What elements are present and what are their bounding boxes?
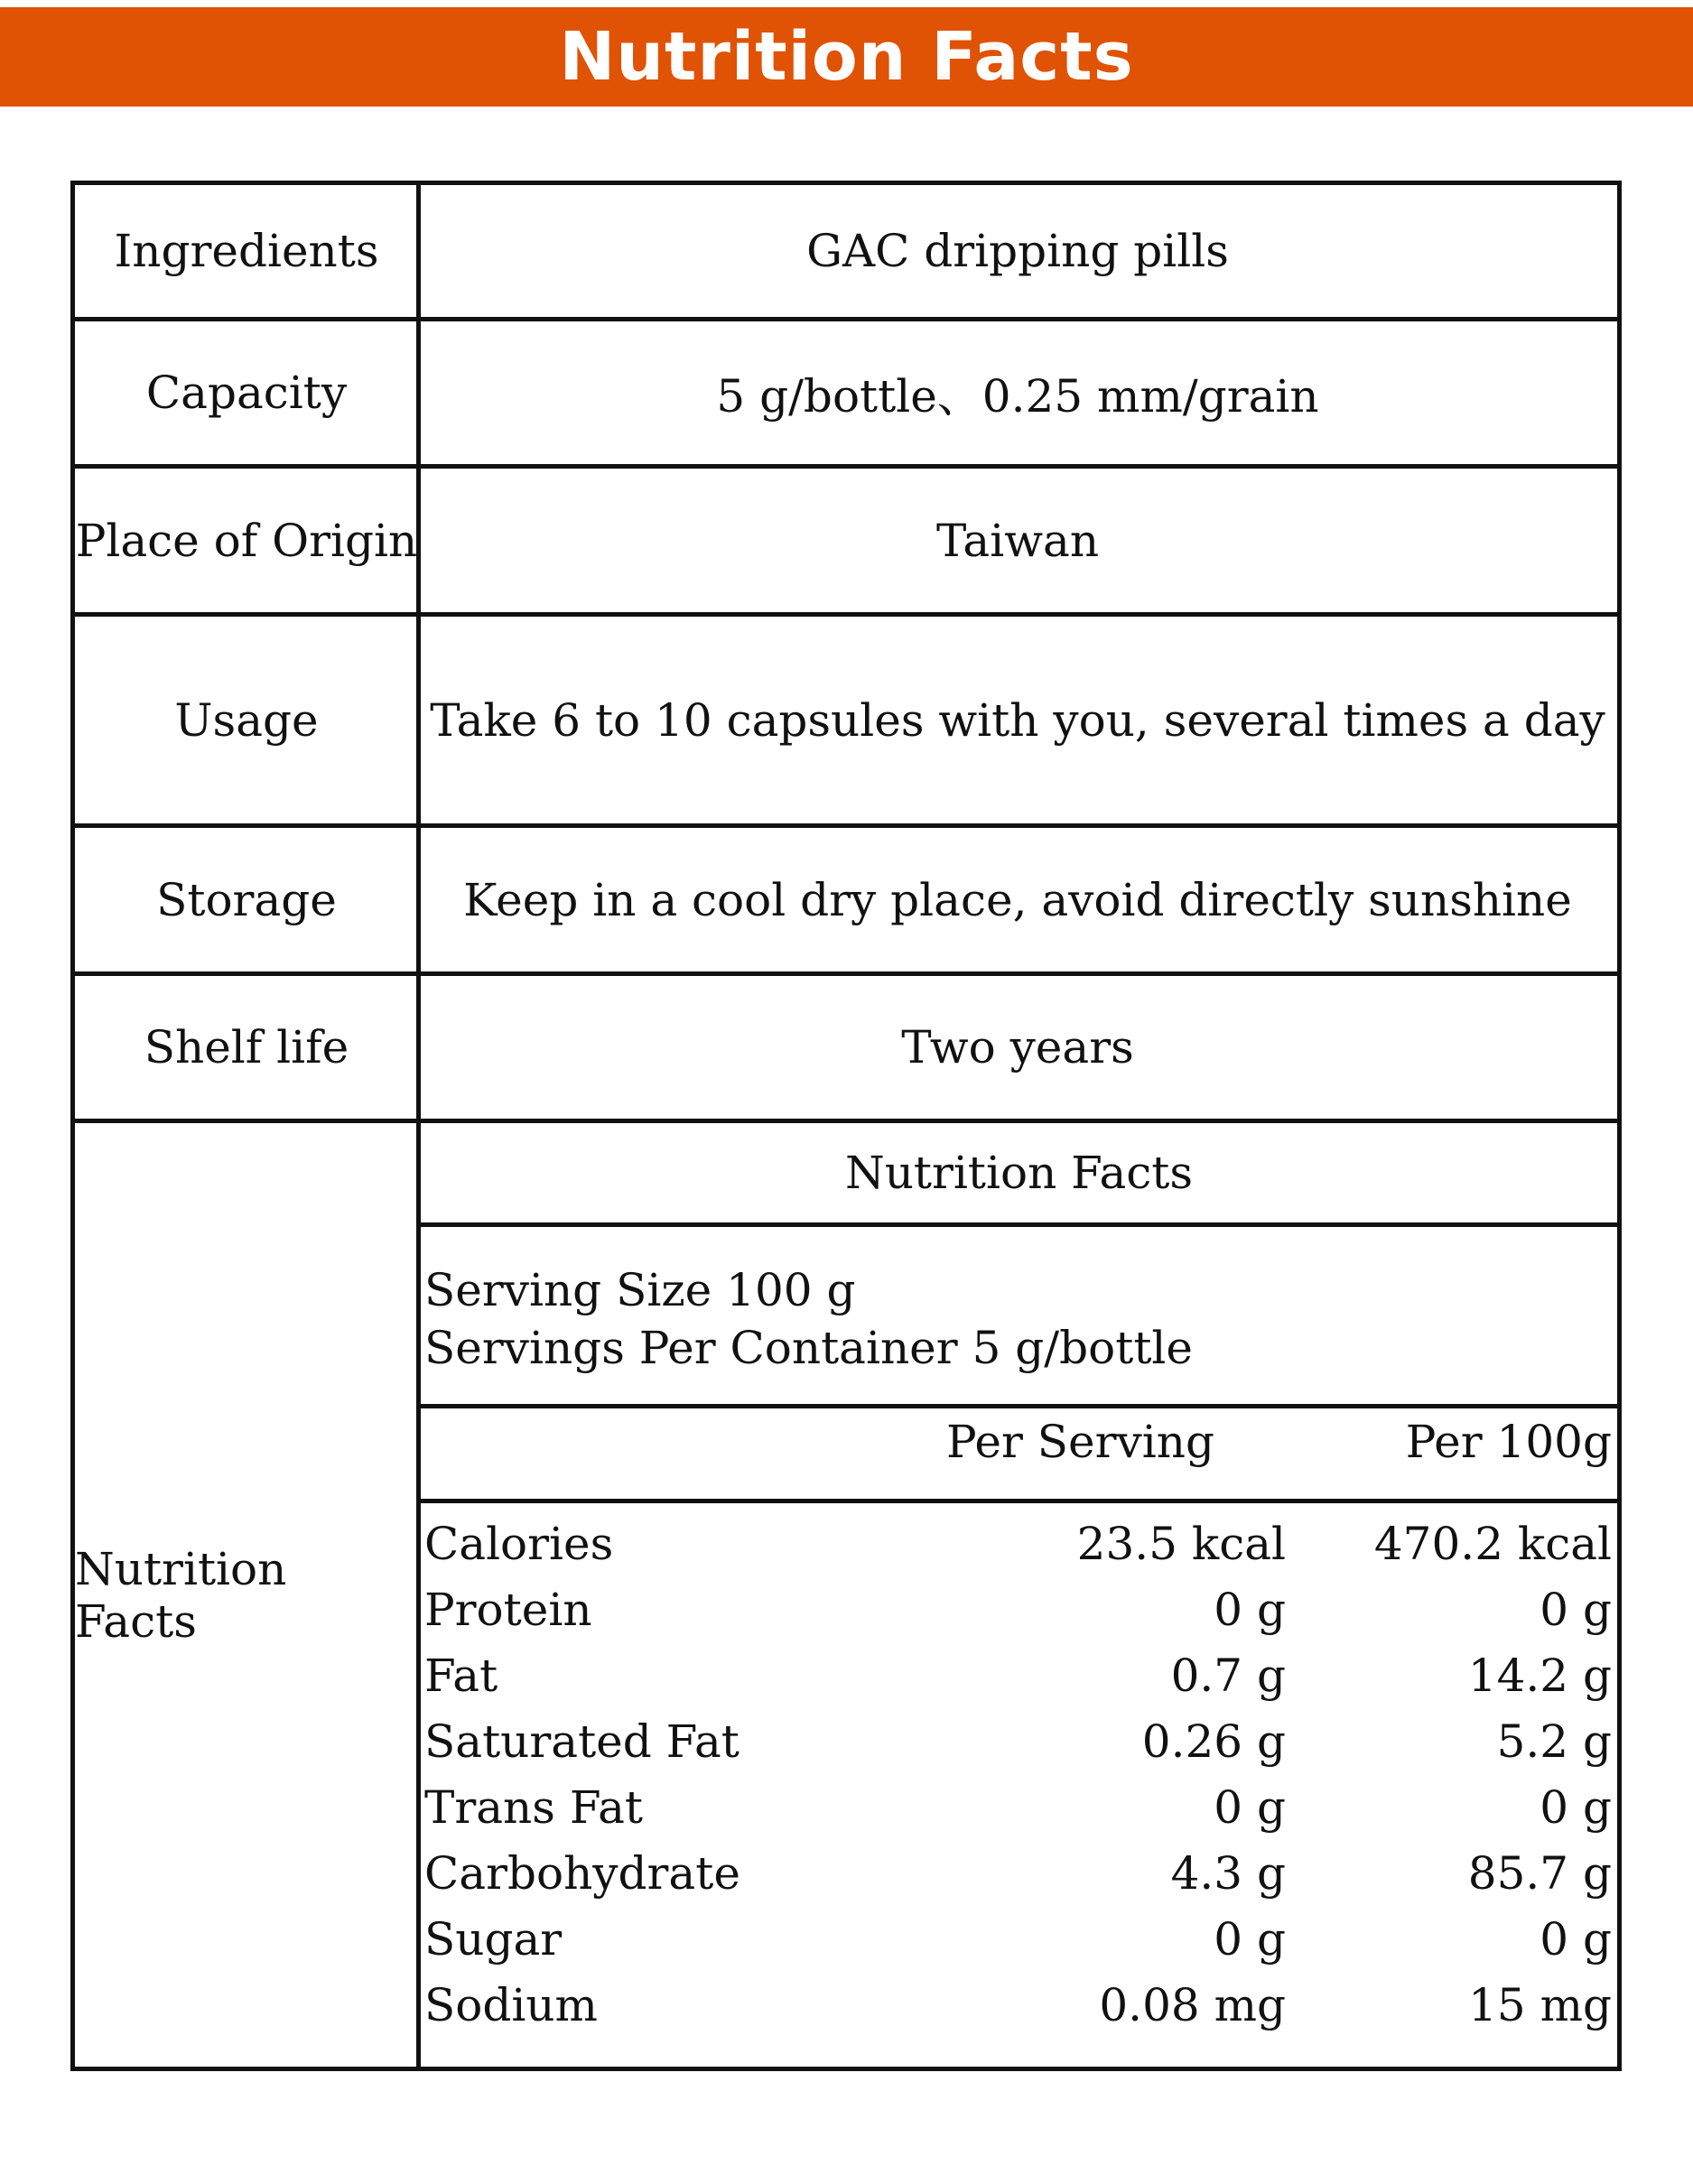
nutrient-per-serving: 0 g [1214, 1584, 1286, 1636]
nutrition-row-label: Nutrition Facts [75, 1542, 287, 1648]
nutrient-per-serving: 0.7 g [1170, 1650, 1286, 1702]
storage-label: Storage [156, 873, 337, 926]
row-storage [75, 828, 1617, 976]
shelf-life-value: Two years [901, 1021, 1134, 1073]
nutrient-per-100g: 14.2 g [1467, 1650, 1612, 1702]
nutrient-per-100g: 470.2 kcal [1373, 1518, 1612, 1570]
nutrient-per-100g: 85.7 g [1467, 1847, 1612, 1900]
ingredients-label: Ingredients [114, 225, 379, 277]
servings-per-container: Servings Per Container 5 g/bottle [424, 1322, 1194, 1374]
capacity-value: 5 g/bottle、0.25 mm/grain [716, 370, 1319, 423]
nutrient-per-serving: 0 g [1214, 1781, 1286, 1834]
origin-value: Taiwan [935, 514, 1100, 567]
row-ingredients [75, 185, 1617, 321]
serving-size: Serving Size 100 g [424, 1264, 856, 1316]
nutrient-name: Sugar [424, 1913, 563, 1966]
capacity-label: Capacity [145, 367, 348, 419]
nutrient-name: Carbohydrate [424, 1847, 740, 1900]
nutrient-name: Saturated Fat [424, 1715, 740, 1768]
title-banner [0, 7, 1693, 107]
nutrient-row-sugar [421, 1907, 1617, 1973]
per-serving-header: Per Serving [946, 1416, 1214, 1468]
nutrient-per-100g: 0 g [1540, 1781, 1612, 1834]
product-info-table [70, 181, 1622, 2071]
row-shelf-life [75, 976, 1617, 1123]
nutrient-name: Trans Fat [424, 1781, 644, 1834]
nutrient-per-serving: 0 g [1214, 1913, 1286, 1966]
nutrient-per-100g: 5.2 g [1496, 1715, 1612, 1768]
nutrition-column-headers [421, 1408, 1617, 1503]
nutrient-row-carbohydrate [421, 1841, 1617, 1907]
nutrient-per-serving: 0.08 mg [1099, 1979, 1286, 2031]
nutrient-row-sodium [421, 1973, 1617, 2039]
nutrient-name: Protein [424, 1584, 592, 1636]
nutrient-per-100g: 0 g [1540, 1584, 1612, 1636]
row-usage [75, 617, 1617, 828]
nutrient-per-serving: 4.3 g [1170, 1847, 1286, 1900]
nutrient-per-serving: 23.5 kcal [1076, 1518, 1286, 1570]
nutrient-name: Fat [424, 1650, 498, 1702]
row-capacity [75, 321, 1617, 469]
nutrient-row-fat [421, 1643, 1617, 1709]
serving-info [421, 1227, 1617, 1408]
nutrient-per-serving: 0.26 g [1141, 1715, 1286, 1768]
shelf-life-label: Shelf life [144, 1021, 349, 1073]
storage-value: Keep in a cool dry place, avoid directly sunshine [463, 873, 1572, 926]
usage-label: Usage [174, 693, 319, 747]
nutrition-panel [421, 1123, 1617, 2067]
row-origin [75, 469, 1617, 617]
nutrient-list [421, 1511, 1617, 2039]
nutrition-heading: Nutrition Facts [421, 1123, 1617, 1227]
page-title: Nutrition Facts [559, 18, 1134, 96]
nutrient-per-100g: 15 mg [1468, 1979, 1612, 2031]
nutrient-per-100g: 0 g [1540, 1913, 1612, 1966]
nutrient-name: Sodium [424, 1979, 598, 2031]
nutrient-row-protein [421, 1577, 1617, 1643]
nutrient-row-trans-fat [421, 1775, 1617, 1841]
nutrient-name: Calories [424, 1518, 614, 1570]
ingredients-value: GAC dripping pills [806, 225, 1229, 277]
nutrient-row-saturated-fat [421, 1709, 1617, 1775]
usage-value: Take 6 to 10 capsules with you, several times a day [430, 693, 1605, 747]
origin-label: Place of Origin [75, 514, 418, 567]
per-100g-header: Per 100g [1405, 1416, 1612, 1468]
nutrient-row-calories [421, 1511, 1617, 1577]
